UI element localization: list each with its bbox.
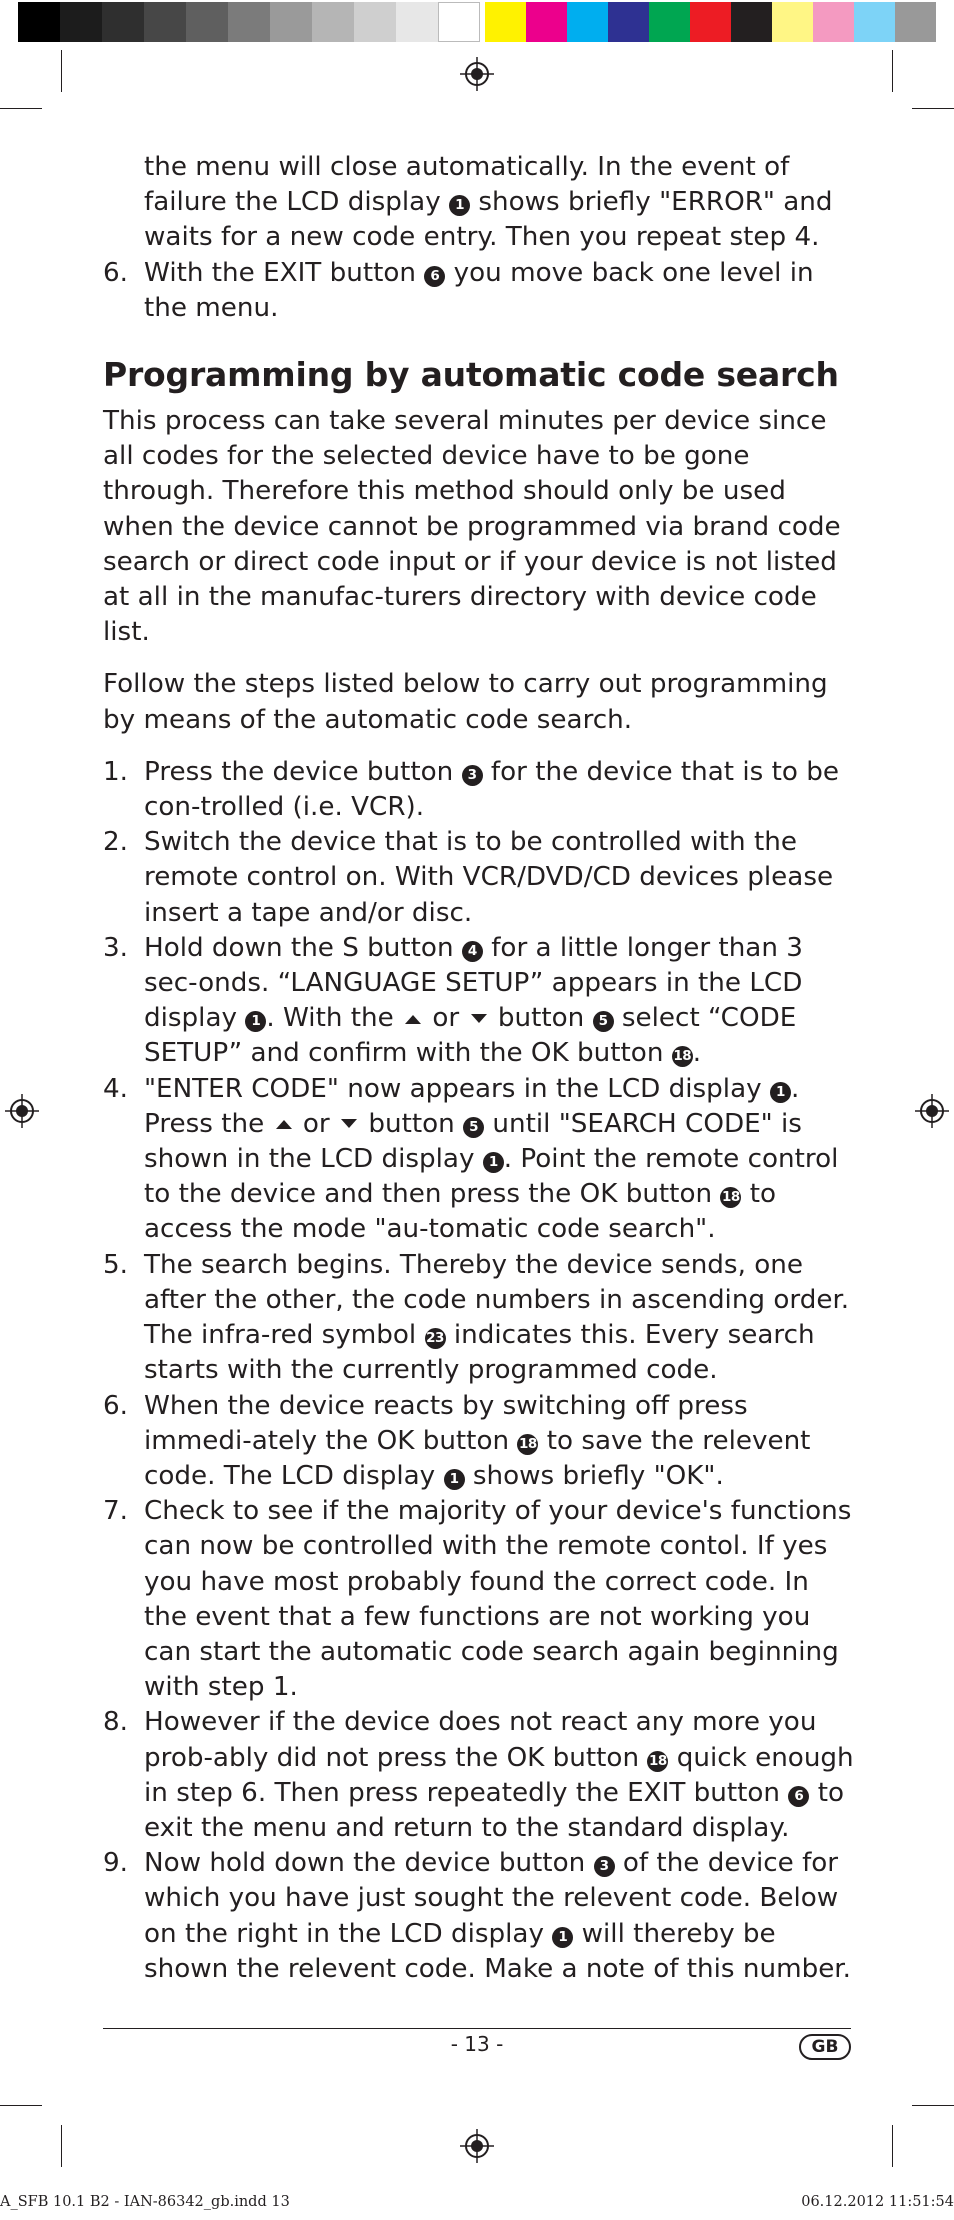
list-item [103,825,858,931]
previous-steps-list [103,256,858,326]
color-swatch [228,2,270,42]
step-number: 6. [103,257,128,288]
step-text-part: for the device that is to be con-trolled (i.e. VCR). [144,756,839,823]
color-swatch [312,2,354,42]
step-text-part: to access the mode "au-tomatic code search". [144,1179,777,1245]
page-number: - 13 - [450,2032,504,2056]
color-swatch [18,2,60,42]
step-text-part: button [497,1003,585,1034]
paragraph: This process can take several minutes per device since all codes for the selected device have to be gone through. Therefore this method should only be used when the device cannot be programmed via brand code search or direct code input or if your device is not listed at all in the manufac-turers directory with device code list. [103,406,841,648]
step-text [144,1846,858,1987]
ref-ok-button-icon: 18 [672,1046,693,1067]
color-swatch [813,2,854,42]
ref-lcd-display-icon: 1 [483,1152,504,1173]
ref-ok-button-icon: 18 [720,1187,741,1208]
arrow-down-icon [340,1118,358,1130]
print-slug-file: A_SFB 10.1 B2 - IAN-86342_gb.indd 13 [0,2194,290,2210]
crop-mark [61,50,62,92]
steps-list [103,755,858,1987]
color-swatch [649,2,690,42]
registration-mark-icon [5,1094,39,1128]
crop-mark [912,2105,954,2106]
list-item [103,1494,858,1705]
step-number: 7. [103,1496,128,1527]
step-text-part: or [432,1003,460,1034]
step-text-part: or [302,1108,330,1139]
step-text-part: to exit the menu and return to the standard display. [144,1777,844,1843]
intro-text: the menu will close automatically. In the event of failure the LCD display [144,152,790,218]
color-swatch [731,2,772,42]
ref-exit-button-icon: 6 [424,266,445,287]
step-number: 5. [103,1249,128,1280]
step-text-part: to save the relevent code. The LCD display [144,1425,811,1491]
step-number: 9. [103,1848,128,1879]
list-item [103,1705,858,1846]
step-text [144,1389,858,1495]
continued-paragraph [103,150,858,256]
color-swatch [485,2,526,42]
step-text [144,755,858,825]
step-text-part: until "SEARCH CODE" is shown in the LCD display [144,1108,802,1175]
step-number: 1. [103,756,128,787]
step-number: 3. [103,932,128,963]
step-text-part: . Point the remote control to the device and then press the OK button [144,1144,839,1210]
step-text-part: Hold down the S button [144,932,454,963]
ref-device-button-icon: 3 [462,765,483,786]
print-slug-date: 06.12.2012 11:51:54 [801,2194,954,2210]
color-swatch [102,2,144,42]
step-text [144,1705,858,1846]
step-text-part: . [692,1038,702,1069]
ref-lcd-display-icon: 1 [552,1927,573,1948]
section-heading: Programming by automatic code search [103,355,839,395]
list-item [103,1072,858,1248]
list-item [103,1846,858,1987]
step-text: Switch the device that is to be controlled with the remote control on. With VCR/DVD/CD devices please insert a tape and/or disc. [144,827,834,928]
ref-exit-button-icon: 6 [788,1786,809,1807]
color-swatch [526,2,567,42]
ref-lcd-display-icon: 1 [245,1011,266,1032]
step-text-part: of the device for which you have just sought the relevent code. Below on the right in the LCD display [144,1848,839,1949]
color-swatch [354,2,396,42]
intro-text: shows briefly "ERROR" and waits for a new code entry. Then you repeat step 4. [144,187,833,253]
step-text-part: However if the device does not react any more you prob-ably did not press the OK button [144,1707,817,1773]
footer-rule [103,2028,851,2029]
color-swatch [270,2,312,42]
step-text-part: indicates this. Every search starts with the currently programmed code. [144,1320,815,1386]
step-text-part: button [368,1108,455,1139]
crop-mark [892,2125,893,2167]
step-number: 4. [103,1073,128,1104]
step-text [144,1248,858,1389]
step-number: 6. [103,1390,128,1421]
ref-arrow-buttons-icon: 5 [463,1117,484,1138]
step-text-part: . Press the [144,1073,800,1139]
step-text-part: quick enough in step 6. Then press repeatedly the EXIT button [144,1742,854,1808]
color-swatch [772,2,813,42]
crop-mark [61,2125,62,2167]
list-item [103,931,858,1072]
step-text-part: you move back one level in the menu. [144,257,814,323]
step-text-part: The search begins. Thereby the device sends, one after the other, the code numbers in ascending order. The infra-red symbol [144,1249,850,1351]
list-item [103,755,858,825]
crop-mark [0,108,42,109]
step-text-part: When the device reacts by switching off press immedi-ately the OK button [144,1390,748,1456]
crop-mark [892,50,893,92]
step-text-part: for a little longer than 3 sec-onds. “LANGUAGE SETUP” appears in the LCD display [144,932,803,1034]
ref-ok-button-icon: 18 [517,1434,538,1455]
registration-mark-icon [460,57,494,91]
color-swatch [895,2,936,42]
step-text [144,256,858,326]
ref-ok-button-icon: 18 [647,1751,668,1772]
paragraph: Follow the steps listed below to carry out programming by means of the automatic code search. [103,669,828,735]
arrow-up-icon [275,1118,293,1130]
crop-mark [912,108,954,109]
step-text-part: With the EXIT button [144,257,416,288]
step-text-part: Now hold down the device button [144,1848,586,1879]
list-item [103,1389,858,1495]
grayscale-color-bar [18,2,480,42]
step-number: 8. [103,1707,128,1738]
registration-mark-icon [915,1094,949,1128]
step-text-part: "ENTER CODE" now appears in the LCD display [144,1073,762,1104]
ref-s-button-icon: 4 [462,941,483,962]
list-item [103,256,858,326]
color-swatch [396,2,438,42]
color-swatch [690,2,731,42]
ref-lcd-display-icon: 1 [449,195,470,216]
ref-lcd-display-icon: 1 [770,1082,791,1103]
step-number: 2. [103,827,128,858]
ref-arrow-buttons-icon: 5 [593,1011,614,1032]
crop-mark [0,2105,42,2106]
step-text [144,931,858,1072]
step-text [144,1072,858,1248]
step-text-part: shows briefly "OK". [472,1460,724,1491]
color-swatch [438,2,480,42]
language-badge: GB [799,2034,851,2060]
step-text: Check to see if the majority of your device's functions can now be controlled with the remote contol. If yes you have most probably found the correct code. In the event that a few functions are not working you can start the automatic code search again beginning with step 1. [144,1496,852,1703]
color-swatch [567,2,608,42]
step-text-part: select “CODE SETUP” and confirm with the OK button [144,1003,797,1069]
step-text-part: . With the [266,1003,394,1034]
step-text-part: will thereby be shown the relevent code. Make a note of this number. [144,1918,851,1984]
list-item [103,1248,858,1389]
arrow-up-icon [404,1013,422,1025]
color-swatch [186,2,228,42]
step-text-part: Press the device button [144,756,454,787]
registration-mark-icon [460,2129,494,2163]
process-color-bar [485,2,936,42]
ref-infrared-symbol-icon: 23 [425,1328,446,1349]
arrow-down-icon [470,1013,488,1025]
ref-lcd-display-icon: 1 [444,1469,465,1490]
color-swatch [144,2,186,42]
color-swatch [854,2,895,42]
color-swatch [608,2,649,42]
manual-page-content [103,150,858,1987]
ref-device-button-icon: 3 [594,1856,615,1877]
color-swatch [60,2,102,42]
